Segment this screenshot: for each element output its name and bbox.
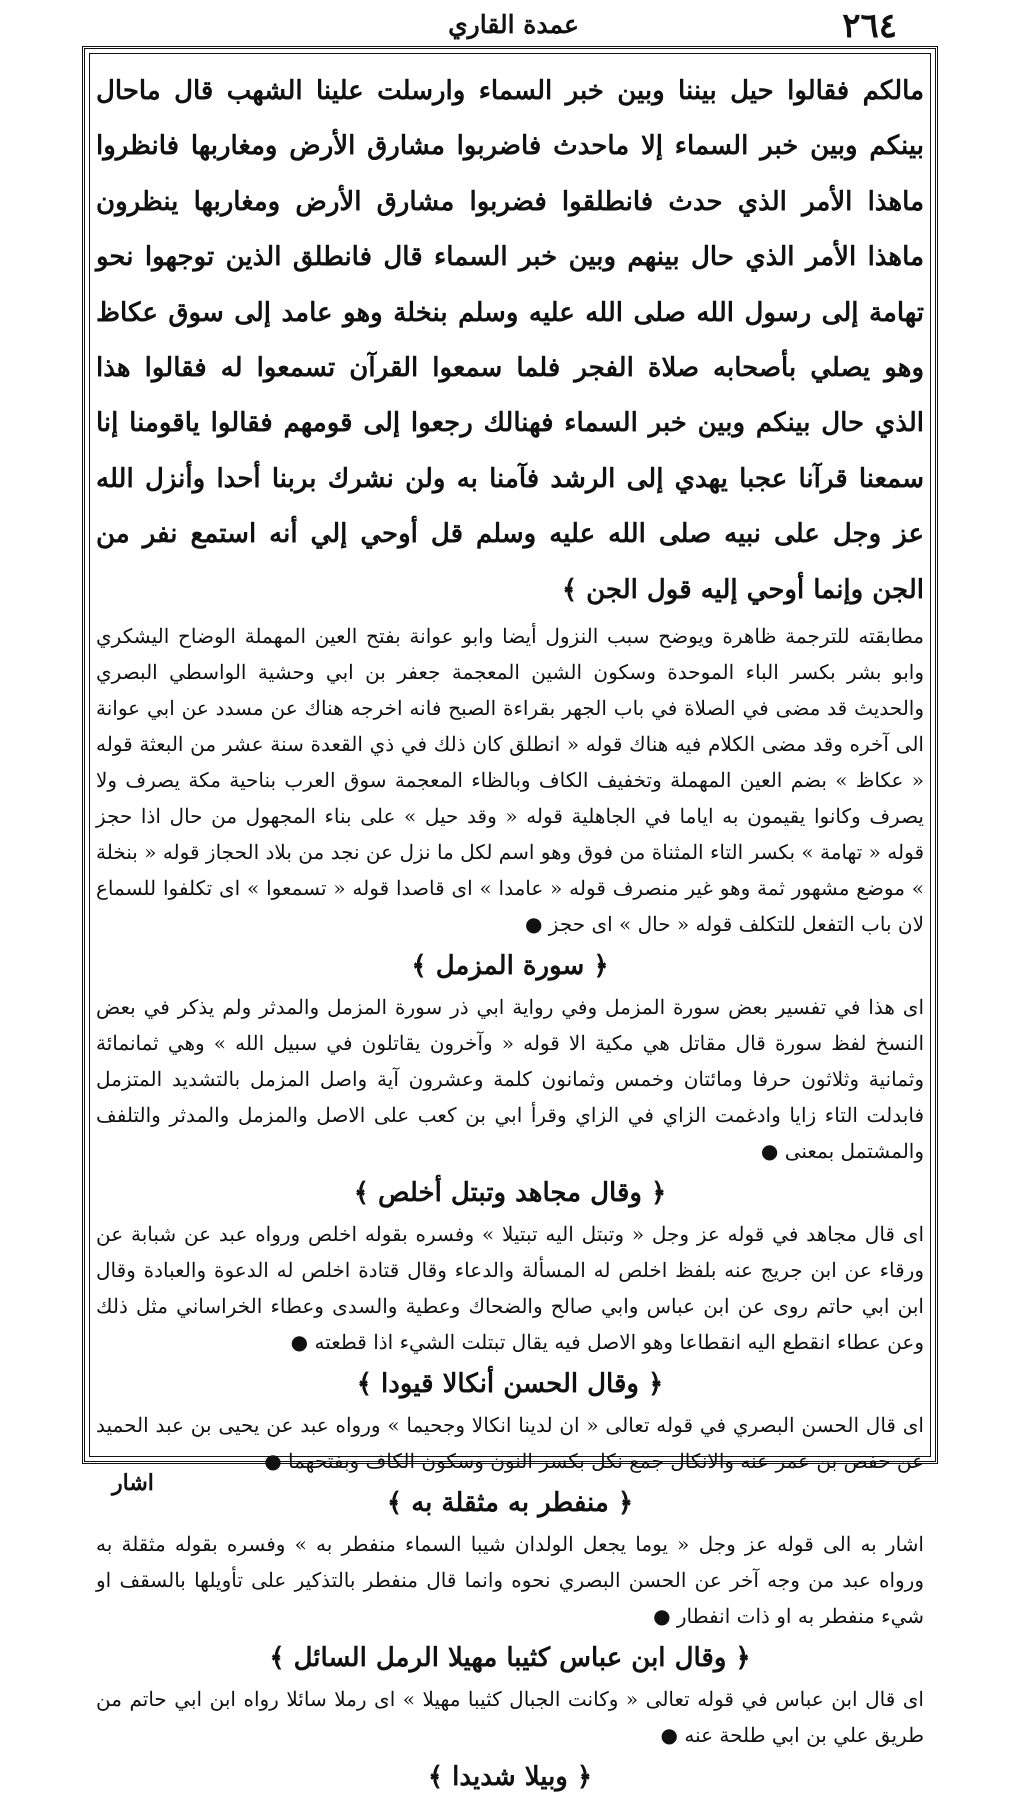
commentary-paragraph: مطابقته للترجمة ظاهرة ويوضح سبب النزول أيضا وابو عوانة بفتح العين المهملة الوضاح اليشكري وابو بشر بكسر الباء الموحدة وسكون الشين المعجمة جعفر بن ابي وحشية الواسطي البصري والحديث قد مضى في الصلاة في باب الجهر بقراءة الصبح فانه اخرجه هناك عن مسدد عن ابي عوانة الى آخره وقد مضى الكلام فيه هناك قوله « انطلق كان ذلك في ذي القعدة سنة عشر من البعثة قوله « عكاظ » بضم العين المهملة وتخفيف الكاف وبالظاء المعجمة سوق العرب بناحية مكة يصرف ولا يصرف وكانوا يقيمون به اياما في الجاهلية قوله « وقد حيل » على بناء المجهول من حال اذا حجز قوله « تهامة » بكسر التاء المثناة من فوق وهو اسم لكل ما نزل عن نجد من بلاد الحجاز قوله « بنخلة » موضع مشهور ثمة وهو غير منصرف قوله « عامدا » اى قاصدا قوله « تسمعوا » اى تكلفوا للسماع لان باب التفعل للتكلف قوله « حال » اى حجز ● bbox=[96, 624, 924, 937]
running-title: عمدة القاري bbox=[448, 10, 579, 39]
main-text bbox=[96, 64, 924, 1793]
commentary-paragraph: اى قال ابن عباس في قوله تعالى « وكانت الجبال كثيبا مهيلا » اى رملا سائلا رواه ابن ابي حاتم من طريق علي بن ابي طلحة عنه ● bbox=[96, 1687, 924, 1748]
section-heading: ﴿ وقال مجاهد وتبتل أخلص ﴾ bbox=[353, 1178, 667, 1209]
section-heading: ﴿ وقال الحسن أنكالا قيودا ﴾ bbox=[356, 1369, 664, 1400]
surah-heading: ﴿ سورة المزمل ﴾ bbox=[411, 951, 609, 982]
section-heading: ﴿ وبيلا شديدا ﴾ bbox=[427, 1762, 593, 1793]
commentary-paragraph: اشار به الى قوله عز وجل « يوما يجعل الولدان شيبا السماء منفطر به » وفسره بقوله مثقلة به ورواه عبد من وجه آخر عن الحسن البصري نحوه وانما قال منفطر بالتذكير على تأويلها بالسقف او شيء منفطر به او ذات انفطار ● bbox=[96, 1532, 924, 1629]
hadith-text: مالكم فقالوا حيل بيننا وبين خبر السماء وارسلت علينا الشهب قال ماحال بينكم وبين خبر السماء إلا ماحدث فاضربوا مشارق الأرض ومغاربها فانظروا ماهذا الأمر الذي حدث فانطلقوا فضربوا مشارق الأرض ومغاربها ينظرون ماهذا الأمر الذي حال بينهم وبين خبر السماء قال فانطلق الذين توجهوا نحو تهامة إلى رسول الله صلى الله عليه وسلم بنخلة وهو عامد إلى سوق عكاظ وهو يصلي بأصحابه صلاة الفجر فلما سمعوا القرآن تسمعوا له فقالوا هذا الذي حال بينكم وبين خبر السماء فهنالك رجعوا إلى قومهم فقالوا ياقومنا إنا سمعنا قرآنا عجبا يهدي إلى الرشد فآمنا به ولن نشرك بربنا أحدا وأنزل الله عز وجل على نبيه صلى الله عليه وسلم قل أوحي إلي أنه استمع نفر من الجن وإنما أوحي إليه قول الجن ﴾ bbox=[96, 76, 924, 605]
section-heading: ﴿ وقال ابن عباس كثيبا مهيلا الرمل السائل ﴾ bbox=[269, 1643, 751, 1674]
page-header bbox=[0, 0, 1027, 50]
page-number: ٢٦٤ bbox=[842, 6, 897, 46]
section-heading: ﴿ منفطر به مثقلة به ﴾ bbox=[386, 1488, 634, 1519]
catchword: اشار bbox=[112, 1470, 154, 1496]
commentary-paragraph: اى هذا في تفسير بعض سورة المزمل وفي رواية ابي ذر سورة المزمل والمدثر ولم يذكر في بعض النسخ لفظ سورة قال مقاتل هي مكية الا قوله « وآخرون يقاتلون في سبيل الله » وهي ثمانمائة وثمانية وثلاثون حرفا ومائتان وخمس وثمانون كلمة وعشرون آية واصل المزمل بالتشديد المتزمل فابدلت التاء زايا وادغمت الزاي في الزاي وقرأ ابي بن كعب على الاصل والمزمل والمدثر والتلفف والمشتمل بمعنى ● bbox=[96, 995, 924, 1164]
commentary-paragraph: اى قال الحسن البصري في قوله تعالى « ان لدينا انكالا وجحيما » ورواه عبد عن يحيى بن عبد الحميد عن حفص بن عمر عنه والانكال جمع نكل بكسر النون وسكون الكاف وبفتحهما ● bbox=[96, 1413, 924, 1474]
commentary-paragraph: اى قال مجاهد في قوله عز وجل « وتبتل اليه تبتيلا » وفسره بقوله اخلص ورواه عبد عن شبابة عن ورقاء عن ابن جريج عنه بلفظ اخلص له المسألة والدعاء وقال قتادة اخلص له الدعوة والعبادة وقال ابن ابي حاتم روى عن ابن عباس وابي صالح والضحاك وعطية والسدى وعطاء الخراساني مثل ذلك وعن عطاء انقطع اليه انقطاعا وهو الاصل فيه يقال تبتلت الشيء اذا قطعته ● bbox=[96, 1222, 924, 1355]
